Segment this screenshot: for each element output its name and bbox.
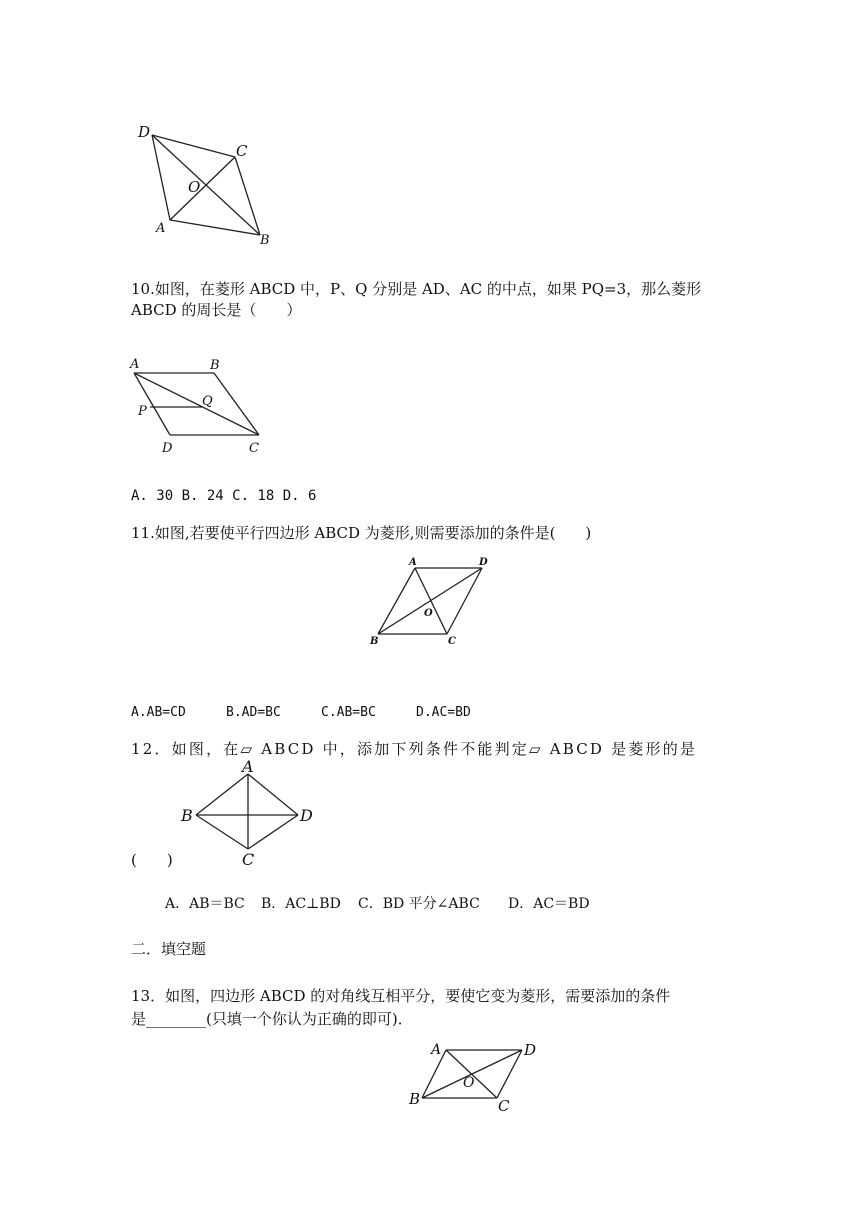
- label-b: B: [409, 1090, 421, 1108]
- q11-option-a: A.AB=CD: [131, 705, 186, 720]
- q12-text: 12．如图，在▱ ABCD 中，添加下列条件不能判定▱ ABCD 是菱形的是: [131, 740, 698, 758]
- label-b: B: [370, 636, 379, 647]
- q13-text-line2: 是________(只填一个你认为正确的即可)．: [131, 1010, 413, 1028]
- diagonal-ac: [170, 157, 235, 220]
- diagonal-bd: [378, 568, 482, 634]
- parallelogram-figure-q13: [405, 1038, 545, 1118]
- label-a: A: [242, 757, 254, 776]
- edge-bc: [214, 373, 259, 435]
- label-d: D: [300, 806, 313, 825]
- edge-ab: [196, 774, 248, 815]
- label-q: Q: [202, 394, 213, 409]
- label-o: O: [424, 608, 433, 619]
- q10-text-line2: ABCD 的周长是（ ）: [131, 301, 302, 319]
- label-d: D: [138, 123, 151, 141]
- label-c: C: [498, 1097, 510, 1115]
- label-c: C: [242, 850, 255, 869]
- rhombus-figure-q12: [178, 757, 323, 872]
- label-o: O: [188, 178, 201, 196]
- q11-option-b: B.AD=BC: [226, 705, 281, 720]
- label-o: O: [463, 1075, 475, 1091]
- edge-dc: [248, 815, 298, 849]
- rhombus-figure-1: [130, 120, 290, 255]
- label-a: A: [409, 557, 417, 568]
- label-b: B: [210, 358, 220, 373]
- label-d: D: [479, 557, 488, 568]
- q12-options: [165, 893, 590, 915]
- q11-option-c: C.AB=BC: [321, 705, 376, 720]
- edge-dc: [497, 1050, 522, 1098]
- edge-ba: [378, 568, 415, 634]
- parallelogram-figure-q11: [365, 556, 505, 651]
- label-d: D: [162, 441, 173, 456]
- q10-options: A. 30 B. 24 C. 18 D. 6: [131, 488, 317, 504]
- q12-answer-parens: ( ): [131, 851, 173, 869]
- label-a: A: [431, 1042, 442, 1058]
- rhombus-figure-q10: [128, 355, 278, 460]
- q11-option-d: D.AC=BD: [416, 705, 471, 720]
- label-b: B: [181, 806, 193, 825]
- q12-option-d: D．AC＝BD: [508, 896, 590, 912]
- label-p: P: [138, 404, 147, 419]
- q12-option-b: B．AC⊥BD: [261, 896, 341, 912]
- q10-text-line1: 10.如图，在菱形 ABCD 中，P、Q 分别是 AD、AC 的中点，如果 PQ=3，那么菱形: [131, 280, 702, 298]
- q11-options: [131, 702, 471, 724]
- label-b: B: [260, 233, 270, 248]
- edge-bc: [196, 815, 248, 849]
- q13-text-line1: 13．如图，四边形 ABCD 的对角线互相平分，要使它变为菱形，需要添加的条件: [131, 987, 671, 1005]
- label-a: A: [156, 221, 166, 236]
- label-d: D: [524, 1041, 537, 1059]
- edge-dc: [447, 568, 482, 634]
- edge-ad: [152, 135, 170, 220]
- label-c: C: [448, 636, 456, 647]
- label-c: C: [236, 142, 248, 160]
- q12-option-c: C．BD 平分∠ABC: [358, 896, 480, 912]
- q12-option-a: A．AB＝BC: [165, 896, 245, 912]
- label-a: A: [130, 357, 140, 372]
- label-c: C: [249, 441, 259, 456]
- edge-ad: [248, 774, 298, 815]
- q11-text: 11.如图,若要使平行四边形 ABCD 为菱形,则需要添加的条件是( ): [131, 524, 592, 542]
- section-title-fill-blank: 二．填空题: [131, 940, 207, 958]
